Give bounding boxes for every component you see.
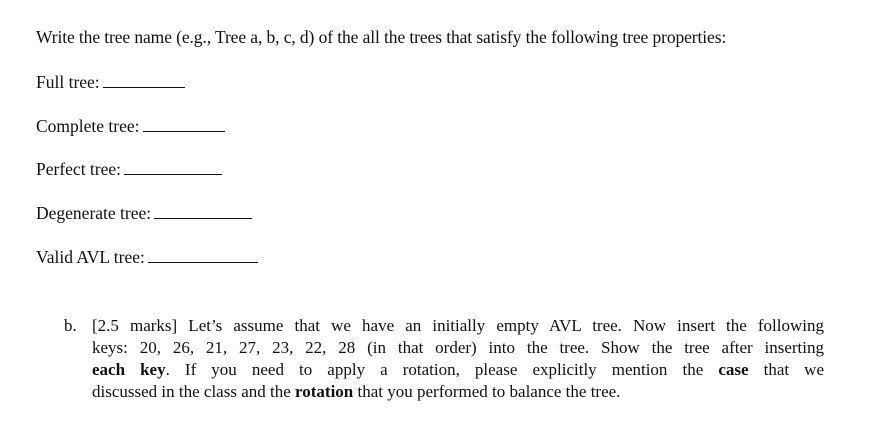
perfect-tree-prompt <box>36 158 222 180</box>
perfect-tree-label: Perfect tree: <box>36 159 122 179</box>
degenerate-tree-label: Degenerate tree: <box>36 203 152 223</box>
perfect-tree-answer-blank <box>124 174 222 175</box>
question-b-text <box>92 315 824 403</box>
instruction-text: Write the tree name (e.g., Tree a, b, c, d) of the all the trees that satisfy the following tree properties: <box>36 27 727 47</box>
question-b-line-3 <box>92 359 824 381</box>
question-b-line-4-end: that you performed to balance the tree. <box>357 382 621 401</box>
full-tree-label: Full tree: <box>36 72 100 92</box>
question-b-line-4-start: discussed in the class and the <box>92 382 291 401</box>
valid-avl-tree-answer-blank <box>148 262 258 263</box>
full-tree-answer-blank <box>103 87 185 88</box>
full-tree-prompt <box>36 71 185 93</box>
emphasis-case: case <box>718 360 749 379</box>
question-b-line-4 <box>92 381 824 403</box>
emphasis-rotation: rotation <box>295 382 354 401</box>
question-b-marker: b. <box>64 316 77 335</box>
emphasis-each-key: each key <box>92 360 166 379</box>
complete-tree-label: Complete tree: <box>36 116 140 136</box>
question-b-line-2: keys: 20, 26, 21, 27, 23, 22, 28 (in that order) into the tree. Show the tree after inserting <box>92 338 824 357</box>
complete-tree-prompt <box>36 115 225 137</box>
degenerate-tree-answer-blank <box>154 218 252 219</box>
question-b-line-3-end: that we <box>763 360 824 379</box>
question-b-line-3-mid: . If you need to apply a rotation, please explicitly mention the <box>165 360 704 379</box>
question-b-line-1: [2.5 marks] Let’s assume that we have an initially empty AVL tree. Now insert the following <box>92 316 824 335</box>
valid-avl-tree-label: Valid AVL tree: <box>36 247 145 267</box>
valid-avl-tree-prompt <box>36 246 258 268</box>
degenerate-tree-prompt <box>36 202 252 224</box>
complete-tree-answer-blank <box>143 131 225 132</box>
